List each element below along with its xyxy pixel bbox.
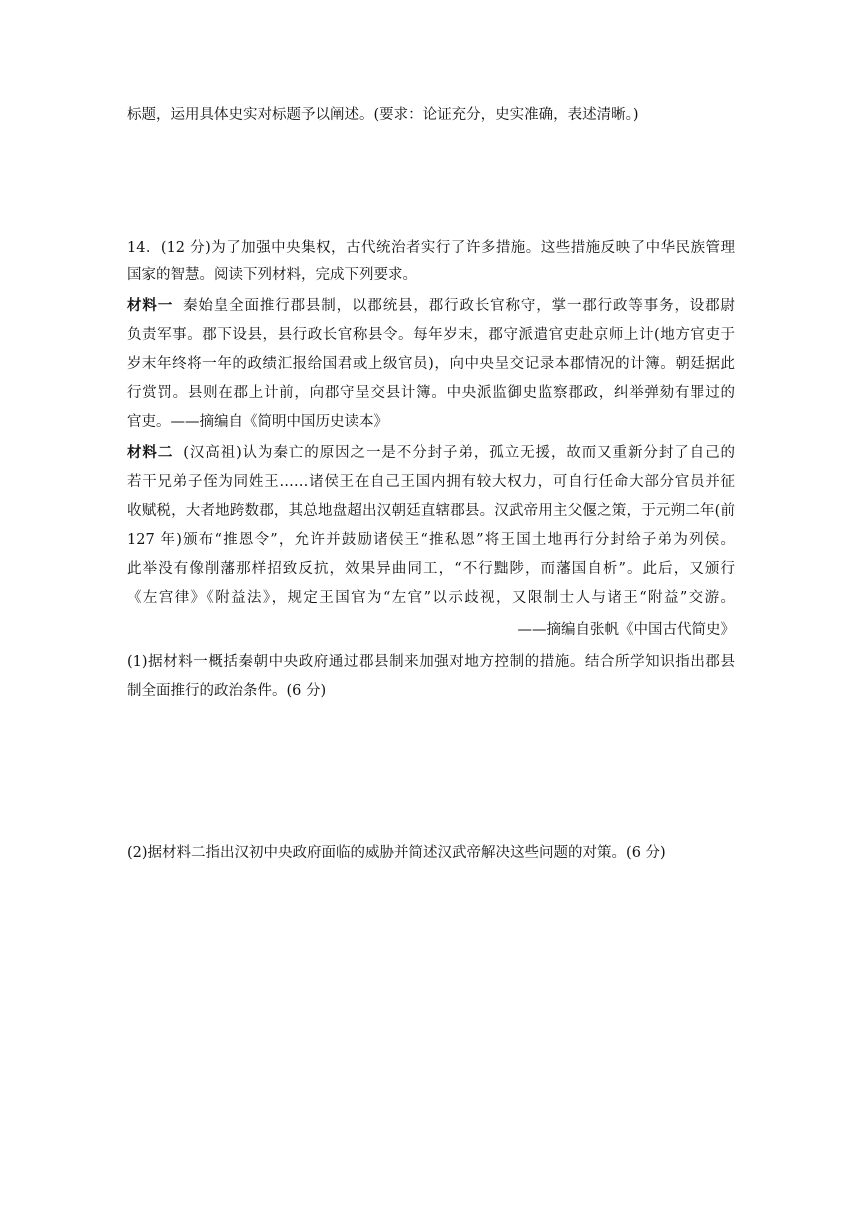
intro-line: 标题，运用具体史实对标题予以阐述。(要求：论证充分，史实准确，表述清晰。) bbox=[127, 107, 639, 123]
material-2-text-1: (汉高祖)认为秦亡的原因之一是不分封子弟，孤立无援，故而又重新分封了自己的 bbox=[183, 445, 735, 461]
material-1-line-4: 行赏罚。县则在郡上计前，向郡守呈交县计簿。中央派监御史监察郡政，纠举弹劾有罪过的 bbox=[127, 385, 735, 401]
question-14-line-1: 14．(12 分)为了加强中央集权，古代统治者实行了许多措施。这些措施反映了中华民族管理 bbox=[127, 240, 735, 256]
material-1-line-3: 岁末年终将一年的政绩汇报给国君或上级官员)，向中央呈交记录本郡情况的计簿。朝廷据此 bbox=[127, 356, 735, 372]
material-1-line-5: 官吏。——摘编自《简明中国历史读本》 bbox=[127, 414, 388, 430]
material-1-line-2: 负责军事。郡下设县，县行政长官称县令。每年岁末，郡守派遣官吏赴京师上计(地方官吏于 bbox=[127, 327, 735, 343]
question-14-line-2: 国家的智慧。阅读下列材料，完成下列要求。 bbox=[127, 267, 417, 283]
material-1-line-1 bbox=[127, 296, 735, 316]
subquestion-1-line-1: (1)据材料一概括秦朝中央政府通过郡县制来加强对地方控制的措施。结合所学知识指出郡县 bbox=[127, 654, 735, 670]
material-2-source: ——摘编自张帆《中国古代简史》 bbox=[517, 622, 735, 638]
material-1-label: 材料一 bbox=[127, 297, 174, 314]
material-2-line-3: 收赋税，大者地跨数郡，其总地盘超出汉朝廷直辖郡县。汉武帝用主父偃之策，于元朔二年(前 bbox=[127, 503, 735, 519]
subquestion-1-line-2: 制全面推行的政治条件。(6 分) bbox=[127, 683, 327, 699]
material-2-line-4: 127 年)颁布“推恩令”，允许并鼓励诸侯王“推私恩”将王国土地再行分封给子弟为列侯。 bbox=[127, 532, 735, 548]
material-2-line-1 bbox=[127, 443, 735, 463]
material-2-line-5: 此举没有像削藩那样招致反抗，效果异曲同工，“不行黜陟，而藩国自析”。此后，又颁行 bbox=[127, 561, 735, 577]
subquestion-2-line-1: (2)据材料二指出汉初中央政府面临的威胁并简述汉武帝解决这些问题的对策。(6 分) bbox=[127, 845, 666, 861]
material-1-text-1: 秦始皇全面推行郡县制，以郡统县，郡行政长官称守，掌一郡行政等事务，设郡尉 bbox=[183, 298, 735, 314]
material-2-line-2: 若干兄弟子侄为同姓王……诸侯王在自己王国内拥有较大权力，可自行任命大部分官员并征 bbox=[127, 474, 735, 490]
material-2-line-6: 《左宫律》《附益法》，规定王国官为“左官”以示歧视，又限制士人与诸王“附益”交游。 bbox=[127, 590, 735, 606]
material-2-label: 材料二 bbox=[127, 444, 174, 461]
